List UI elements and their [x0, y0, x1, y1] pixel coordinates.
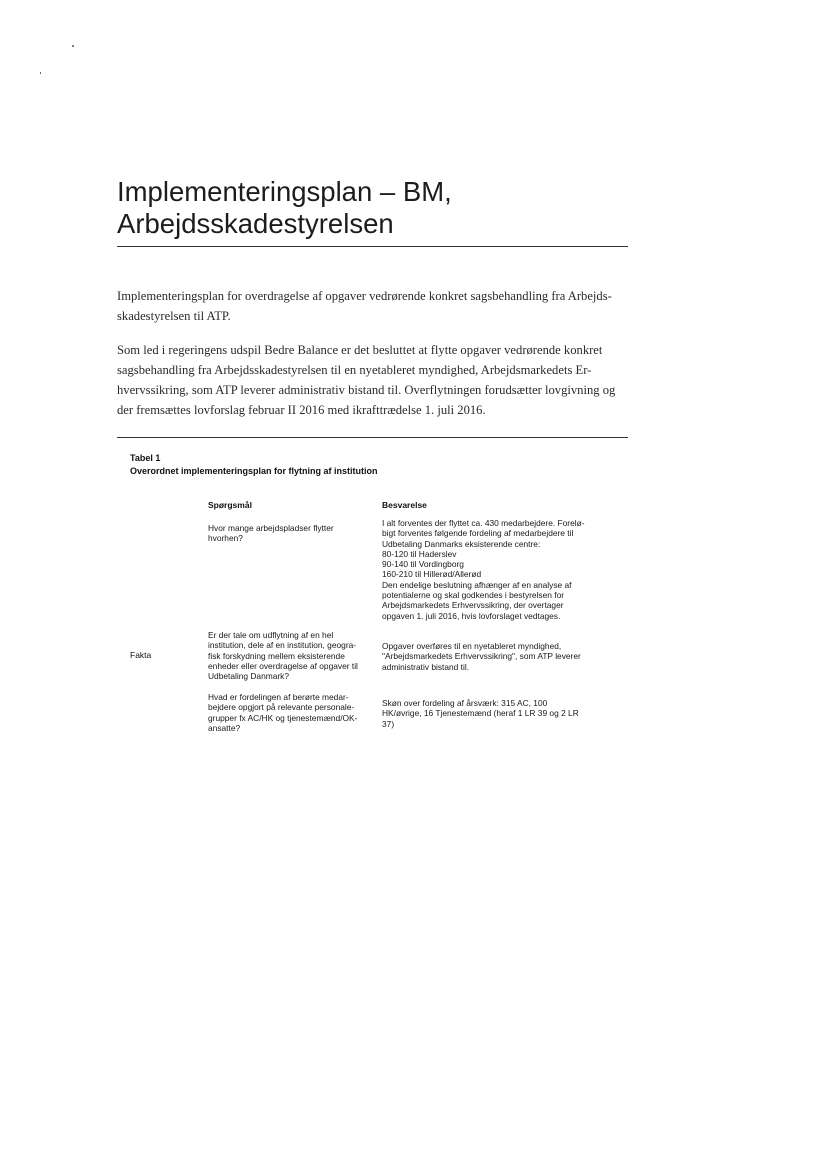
cell-line: Er der tale om udflytning af en hel [208, 630, 334, 640]
table-cell-question [208, 692, 357, 733]
scan-speck [40, 72, 41, 74]
row-label-fakta: Fakta [130, 650, 152, 660]
title-line: Arbejdsskadestyrelsen [117, 208, 394, 239]
cell-line: Den endelige beslutning afhænger af en analyse af [382, 579, 572, 590]
cell-line: I alt forventes der flyttet ca. 430 medarbejdere. Forelø- [382, 518, 585, 528]
text-line: sagsbehandling fra Arbejdsskadestyrelsen til en nyetableret myndighed, Arbejdsmarkedets Er- [117, 363, 592, 377]
cell-line: Arbejdsmarkedets Erhvervssikring, der overtager [382, 600, 564, 611]
text-line: der fremsættes lovforslag februar II 2016 med ikrafttrædelse 1. juli 2016. [117, 403, 486, 417]
cell-line: Udbetaling Danmarks eksisterende centre: [382, 538, 541, 549]
cell-line: hvorhen? [208, 533, 243, 544]
cell-line: "Arbejdsmarkedets Erhvervssikring", som ATP leverer [382, 651, 581, 662]
table-cell-answer [382, 698, 579, 729]
cell-line: fisk forskydning mellem eksisterende [208, 650, 345, 661]
table-cell-answer [382, 518, 585, 621]
cell-line: enheder eller overdragelse af opgaver til [208, 660, 358, 671]
page-title [117, 176, 637, 240]
cell-line: HK/øvrige, 16 Tjenestemænd (heraf 1 LR 39 og 2 LR [382, 708, 579, 719]
table-caption: Overordnet implementeringsplan for flytning af institution [130, 466, 378, 476]
cell-line: opgaven 1. juli 2016, hvis lovforslaget vedtages. [382, 610, 561, 621]
cell-line: Skøn over fordeling af årsværk: 315 AC, 100 [382, 698, 548, 708]
text-line: hvervssikring, som ATP leverer administrativ bistand til. Overflytningen forudsætter lovgivning og [117, 383, 616, 397]
title-divider [117, 246, 628, 247]
table-cell-question [208, 523, 334, 544]
title-line: Implementeringsplan – BM, [117, 176, 452, 207]
table-cell-answer [382, 641, 581, 672]
cell-line: Hvad er fordelingen af berørte medar- [208, 692, 349, 702]
text-line: Som led i regeringens udspil Bedre Balance er det besluttet at flytte opgaver vedrørende konkret [117, 343, 603, 357]
cell-line: bigt forventes følgende fordeling af medarbejdere til [382, 528, 574, 539]
cell-line: grupper fx AC/HK og tjenestemænd/OK- [208, 712, 358, 723]
intro-paragraph [117, 286, 632, 326]
cell-line: Opgaver overføres til en nyetableret myndighed, [382, 641, 562, 651]
cell-line: ansatte? [208, 722, 241, 733]
cell-line: potentialerne og skal godkendes i bestyrelsen for [382, 590, 565, 601]
scan-speck [72, 45, 74, 47]
cell-line: 90-140 til Vordingborg [382, 559, 464, 570]
cell-line: 37) [382, 718, 395, 729]
table-label: Tabel 1 [130, 453, 161, 463]
table-cell-question [208, 630, 358, 681]
cell-line: Hvor mange arbejdspladser flytter [208, 523, 334, 533]
cell-line: administrativ bistand til. [382, 661, 470, 672]
cell-line: Udbetaling Danmark? [208, 671, 290, 682]
cell-line: institution, dele af en institution, geogra- [208, 640, 357, 651]
body-paragraph [117, 340, 632, 420]
cell-line: 80-120 til Haderslev [382, 548, 457, 559]
column-header-answer: Besvarelse [382, 500, 427, 510]
text-line: skadestyrelsen til ATP. [117, 309, 231, 323]
cell-line: bejdere opgjort på relevante personale- [208, 702, 355, 713]
section-divider [117, 437, 628, 438]
cell-line: 160-210 til Hillerød/Allerød [382, 569, 482, 580]
text-line: Implementeringsplan for overdragelse af opgaver vedrørende konkret sagsbehandling fra Arbejds- [117, 289, 612, 303]
column-header-question: Spørgsmål [208, 500, 252, 510]
